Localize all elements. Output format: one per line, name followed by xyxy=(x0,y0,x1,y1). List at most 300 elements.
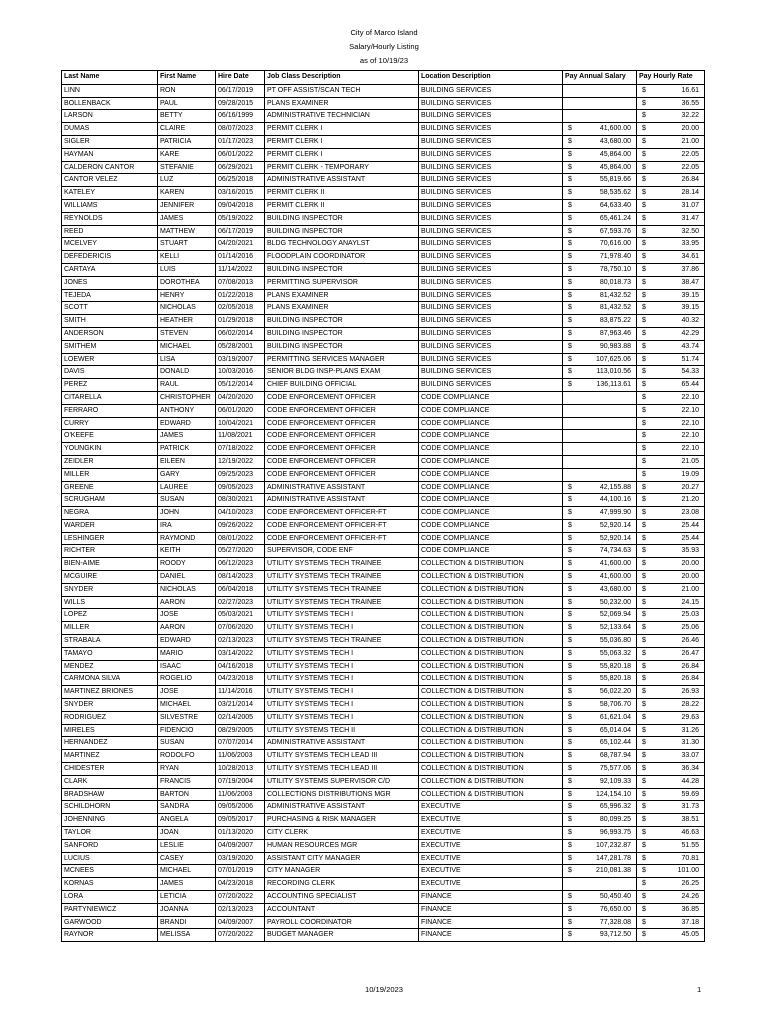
last-name-cell: KATELEY xyxy=(62,187,158,200)
table-row xyxy=(62,315,705,328)
last-name-cell: PEREZ xyxy=(62,379,158,392)
table-row xyxy=(62,174,705,187)
last-name-cell: MENDEZ xyxy=(62,660,158,673)
hire-date-cell: 05/03/2021 xyxy=(216,609,265,622)
report-subtitle: Salary/Hourly Listing xyxy=(349,42,419,51)
annual-salary-cell xyxy=(563,212,637,225)
location-cell: COLLECTION & DISTRIBUTION xyxy=(419,583,563,596)
hire-date-cell: 10/03/2016 xyxy=(216,366,265,379)
hire-date-cell: 07/07/2014 xyxy=(216,737,265,750)
currency-symbol: $ xyxy=(568,726,572,734)
job-class-cell: BUILDING INSPECTOR xyxy=(265,263,419,276)
hourly-rate-cell xyxy=(637,199,705,212)
first-name-cell: MARIO xyxy=(158,647,216,660)
annual-salary-value: 93,712.50 xyxy=(599,931,631,939)
job-class-cell: BUDGET MANAGER xyxy=(265,929,419,942)
last-name-cell: RODRIGUEZ xyxy=(62,711,158,724)
hourly-rate-cell xyxy=(637,443,705,456)
last-name-cell: MARTINEZ xyxy=(62,750,158,763)
annual-salary-value: 107,625.06 xyxy=(595,355,631,363)
last-name-cell: RAYNOR xyxy=(62,929,158,942)
annual-salary-cell xyxy=(563,379,637,392)
currency-symbol: $ xyxy=(568,662,572,670)
hourly-rate-value: 31.47 xyxy=(681,214,699,222)
first-name-cell: ROGELIO xyxy=(158,673,216,686)
currency-symbol: $ xyxy=(568,893,572,900)
location-cell: EXECUTIVE xyxy=(419,814,563,827)
location-cell: BUILDING SERVICES xyxy=(419,97,563,110)
hourly-rate-value: 34.61 xyxy=(681,253,699,261)
annual-salary-cell xyxy=(563,916,637,929)
currency-symbol: $ xyxy=(568,534,572,542)
hourly-rate-cell xyxy=(637,212,705,225)
annual-salary-value: 80,099.25 xyxy=(599,816,631,824)
annual-salary-cell xyxy=(563,391,637,404)
annual-salary-value: 81,432.52 xyxy=(599,304,631,312)
first-name-cell: JAMES xyxy=(158,212,216,225)
location-cell: COLLECTION & DISTRIBUTION xyxy=(419,558,563,571)
table-header-row xyxy=(62,71,705,85)
hire-date-cell: 04/20/2021 xyxy=(216,238,265,251)
currency-symbol: $ xyxy=(568,278,572,286)
currency-symbol: $ xyxy=(642,201,646,209)
location-cell: FINANCE xyxy=(419,916,563,929)
currency-symbol: $ xyxy=(568,496,572,504)
hourly-rate-value: 32.22 xyxy=(681,112,699,120)
location-cell: BUILDING SERVICES xyxy=(419,302,563,315)
table-row xyxy=(62,635,705,648)
annual-salary-cell xyxy=(563,558,637,571)
hourly-rate-value: 46.63 xyxy=(681,829,699,837)
job-class-cell: BUILDING INSPECTOR xyxy=(265,340,419,353)
annual-salary-value: 41,600.00 xyxy=(599,560,631,568)
currency-symbol: $ xyxy=(642,419,646,427)
location-cell: COLLECTION & DISTRIBUTION xyxy=(419,609,563,622)
last-name-cell: LUCIUS xyxy=(62,852,158,865)
hire-date-cell: 06/04/2018 xyxy=(216,583,265,596)
job-class-cell: PURCHASING & RISK MANAGER xyxy=(265,814,419,827)
currency-symbol: $ xyxy=(568,585,572,593)
hourly-rate-cell xyxy=(637,647,705,660)
hire-date-cell: 06/16/1999 xyxy=(216,110,265,123)
currency-symbol: $ xyxy=(642,496,646,504)
hire-date-cell: 07/20/2022 xyxy=(216,929,265,942)
hire-date-cell: 11/14/2022 xyxy=(216,263,265,276)
annual-salary-cell xyxy=(563,891,637,904)
first-name-cell: EILEEN xyxy=(158,455,216,468)
currency-symbol: $ xyxy=(568,637,572,645)
first-name-cell: SANDRA xyxy=(158,801,216,814)
table-row xyxy=(62,417,705,430)
currency-symbol: $ xyxy=(642,457,646,465)
last-name-cell: TAMAYO xyxy=(62,647,158,660)
first-name-cell: KEITH xyxy=(158,545,216,558)
hourly-rate-cell xyxy=(637,123,705,136)
hire-date-cell: 08/30/2021 xyxy=(216,494,265,507)
annual-salary-cell xyxy=(563,519,637,532)
location-cell: FINANCE xyxy=(419,903,563,916)
annual-salary-value: 65,102.44 xyxy=(599,739,631,747)
annual-salary-value: 55,063.32 xyxy=(599,649,631,657)
hourly-rate-value: 44.28 xyxy=(681,777,699,785)
currency-symbol: $ xyxy=(642,99,646,107)
col-header-hourly-rate: Pay Hourly Rate xyxy=(637,71,705,85)
annual-salary-cell xyxy=(563,455,637,468)
currency-symbol: $ xyxy=(642,189,646,197)
hire-date-cell: 06/02/2014 xyxy=(216,327,265,340)
hire-date-cell: 06/17/2019 xyxy=(216,225,265,238)
job-class-cell: ADMINISTRATIVE TECHNICIAN xyxy=(265,110,419,123)
annual-salary-value: 56,022.20 xyxy=(599,688,631,696)
job-class-cell: FLOODPLAIN COORDINATOR xyxy=(265,251,419,264)
job-class-cell: CHIEF BUILDING OFFICIAL xyxy=(265,379,419,392)
currency-symbol: $ xyxy=(642,393,646,401)
first-name-cell: EDWARD xyxy=(158,417,216,430)
job-class-cell: CODE ENFORCEMENT OFFICER xyxy=(265,455,419,468)
location-cell: COLLECTION & DISTRIBUTION xyxy=(419,596,563,609)
hourly-rate-value: 31.26 xyxy=(681,726,699,734)
location-cell: BUILDING SERVICES xyxy=(419,251,563,264)
hire-date-cell: 08/01/2022 xyxy=(216,532,265,545)
hourly-rate-cell xyxy=(637,366,705,379)
table-row xyxy=(62,916,705,929)
table-row xyxy=(62,775,705,788)
job-class-cell: PERMIT CLERK I xyxy=(265,123,419,136)
hourly-rate-cell xyxy=(637,174,705,187)
job-class-cell: SENIOR BLDG INSP-PLANS EXAM xyxy=(265,366,419,379)
table-row xyxy=(62,97,705,110)
annual-salary-cell xyxy=(563,699,637,712)
hourly-rate-cell xyxy=(637,839,705,852)
first-name-cell: KARE xyxy=(158,148,216,161)
annual-salary-cell xyxy=(563,187,637,200)
annual-salary-value: 64,633.40 xyxy=(599,201,631,209)
hire-date-cell: 08/07/2023 xyxy=(216,123,265,136)
currency-symbol: $ xyxy=(568,829,572,837)
hourly-rate-value: 20.27 xyxy=(681,483,699,491)
hourly-rate-value: 37.86 xyxy=(681,265,699,273)
table-row xyxy=(62,289,705,302)
currency-symbol: $ xyxy=(642,675,646,683)
first-name-cell: PATRICIA xyxy=(158,135,216,148)
currency-symbol: $ xyxy=(642,841,646,849)
location-cell: FINANCE xyxy=(419,891,563,904)
currency-symbol: $ xyxy=(568,329,572,337)
last-name-cell: BRADSHAW xyxy=(62,788,158,801)
hourly-rate-value: 26.46 xyxy=(681,637,699,645)
currency-symbol: $ xyxy=(568,905,572,913)
annual-salary-cell xyxy=(563,635,637,648)
hourly-rate-value: 36.34 xyxy=(681,765,699,773)
last-name-cell: CHIDESTER xyxy=(62,763,158,776)
job-class-cell: SUPERVISOR, CODE ENF xyxy=(265,545,419,558)
currency-symbol: $ xyxy=(642,176,646,184)
currency-symbol: $ xyxy=(642,893,646,900)
annual-salary-value: 70,616.00 xyxy=(599,240,631,248)
hire-date-cell: 08/29/2005 xyxy=(216,724,265,737)
currency-symbol: $ xyxy=(642,624,646,632)
first-name-cell: AARON xyxy=(158,622,216,635)
hourly-rate-cell xyxy=(637,455,705,468)
annual-salary-cell xyxy=(563,596,637,609)
currency-symbol: $ xyxy=(642,342,646,350)
table-row xyxy=(62,263,705,276)
table-row xyxy=(62,673,705,686)
location-cell: EXECUTIVE xyxy=(419,839,563,852)
first-name-cell: FIDENCIO xyxy=(158,724,216,737)
hourly-rate-value: 26.84 xyxy=(681,675,699,683)
annual-salary-value: 67,593.76 xyxy=(599,227,631,235)
hire-date-cell: 06/01/2020 xyxy=(216,404,265,417)
hire-date-cell: 04/09/2007 xyxy=(216,916,265,929)
first-name-cell: SILVESTRE xyxy=(158,711,216,724)
hire-date-cell: 04/20/2020 xyxy=(216,391,265,404)
currency-symbol: $ xyxy=(568,201,572,209)
last-name-cell: GREENE xyxy=(62,481,158,494)
location-cell: BUILDING SERVICES xyxy=(419,199,563,212)
hourly-rate-cell xyxy=(637,788,705,801)
last-name-cell: WILLIAMS xyxy=(62,199,158,212)
location-cell: BUILDING SERVICES xyxy=(419,225,563,238)
currency-symbol: $ xyxy=(642,905,646,913)
annual-salary-cell xyxy=(563,289,637,302)
job-class-cell: UTILITY SYSTEMS TECH I xyxy=(265,622,419,635)
last-name-cell: MCELVEY xyxy=(62,238,158,251)
job-class-cell: CODE ENFORCEMENT OFFICER xyxy=(265,404,419,417)
last-name-cell: SNYDER xyxy=(62,699,158,712)
hire-date-cell: 05/19/2022 xyxy=(216,212,265,225)
table-row xyxy=(62,801,705,814)
last-name-cell: SMITH xyxy=(62,315,158,328)
annual-salary-cell xyxy=(563,737,637,750)
annual-salary-value: 55,036.80 xyxy=(599,637,631,645)
annual-salary-value: 47,999.90 xyxy=(599,509,631,517)
hourly-rate-value: 26.93 xyxy=(681,688,699,696)
currency-symbol: $ xyxy=(642,598,646,606)
hourly-rate-cell xyxy=(637,865,705,878)
hourly-rate-cell xyxy=(637,84,705,97)
currency-symbol: $ xyxy=(568,918,572,926)
first-name-cell: CLAIRE xyxy=(158,123,216,136)
hourly-rate-cell xyxy=(637,315,705,328)
page-number: 1 xyxy=(697,985,702,994)
annual-salary-cell xyxy=(563,801,637,814)
table-row xyxy=(62,545,705,558)
currency-symbol: $ xyxy=(642,867,646,875)
report-as-of-date: as of 10/19/23 xyxy=(359,56,409,65)
hire-date-cell: 03/19/2007 xyxy=(216,353,265,366)
annual-salary-cell xyxy=(563,276,637,289)
hourly-rate-value: 25.03 xyxy=(681,611,699,619)
job-class-cell: UTILITY SYSTEMS TECH I xyxy=(265,686,419,699)
hire-date-cell: 09/04/2018 xyxy=(216,199,265,212)
table-row xyxy=(62,366,705,379)
first-name-cell: HENRY xyxy=(158,289,216,302)
location-cell: COLLECTION & DISTRIBUTION xyxy=(419,737,563,750)
table-row xyxy=(62,507,705,520)
currency-symbol: $ xyxy=(568,752,572,760)
table-row xyxy=(62,199,705,212)
location-cell: BUILDING SERVICES xyxy=(419,174,563,187)
hourly-rate-cell xyxy=(637,187,705,200)
hourly-rate-cell xyxy=(637,622,705,635)
last-name-cell: MILLER xyxy=(62,468,158,481)
col-header-hire-date: Hire Date xyxy=(216,71,265,85)
currency-symbol: $ xyxy=(642,112,646,120)
currency-symbol: $ xyxy=(642,573,646,581)
hourly-rate-value: 22.10 xyxy=(681,393,699,401)
annual-salary-value: 50,232.00 xyxy=(599,598,631,606)
first-name-cell: HEATHER xyxy=(158,315,216,328)
last-name-cell: MARTINEZ BRIONES xyxy=(62,686,158,699)
annual-salary-cell xyxy=(563,903,637,916)
hourly-rate-value: 20.00 xyxy=(681,125,699,133)
table-row xyxy=(62,494,705,507)
hourly-rate-cell xyxy=(637,852,705,865)
last-name-cell: REYNOLDS xyxy=(62,212,158,225)
first-name-cell: LISA xyxy=(158,353,216,366)
first-name-cell: DANIEL xyxy=(158,571,216,584)
annual-salary-value: 71,978.40 xyxy=(599,253,631,261)
currency-symbol: $ xyxy=(568,265,572,273)
job-class-cell: UTILITY SYSTEMS TECH I xyxy=(265,609,419,622)
table-row xyxy=(62,878,705,891)
annual-salary-value: 107,232.87 xyxy=(595,841,631,849)
location-cell: COLLECTION & DISTRIBUTION xyxy=(419,750,563,763)
table-row xyxy=(62,225,705,238)
annual-salary-value: 45,864.00 xyxy=(599,163,631,171)
table-row xyxy=(62,123,705,136)
hourly-rate-value: 70.81 xyxy=(681,854,699,862)
salary-table xyxy=(61,70,705,942)
annual-salary-cell xyxy=(563,647,637,660)
annual-salary-cell xyxy=(563,814,637,827)
annual-salary-value: 55,820.18 xyxy=(599,675,631,683)
hourly-rate-cell xyxy=(637,225,705,238)
table-row xyxy=(62,481,705,494)
currency-symbol: $ xyxy=(568,777,572,785)
currency-symbol: $ xyxy=(642,253,646,261)
table-row xyxy=(62,622,705,635)
table-row xyxy=(62,327,705,340)
table-row xyxy=(62,609,705,622)
location-cell: CODE COMPLIANCE xyxy=(419,494,563,507)
job-class-cell: UTILITY SYSTEMS TECH LEAD III xyxy=(265,763,419,776)
table-row xyxy=(62,455,705,468)
annual-salary-cell xyxy=(563,763,637,776)
last-name-cell: TAYLOR xyxy=(62,827,158,840)
hourly-rate-cell xyxy=(637,302,705,315)
hourly-rate-cell xyxy=(637,289,705,302)
table-row xyxy=(62,187,705,200)
currency-symbol: $ xyxy=(642,381,646,389)
job-class-cell: UTILITY SYSTEMS TECH TRAINEE xyxy=(265,558,419,571)
table-row xyxy=(62,161,705,174)
table-row xyxy=(62,558,705,571)
first-name-cell: RODOLFO xyxy=(158,750,216,763)
job-class-cell: PLANS EXAMINER xyxy=(265,302,419,315)
annual-salary-value: 44,100.16 xyxy=(599,496,631,504)
first-name-cell: JENNIFER xyxy=(158,199,216,212)
currency-symbol: $ xyxy=(568,342,572,350)
currency-symbol: $ xyxy=(642,726,646,734)
first-name-cell: SUSAN xyxy=(158,494,216,507)
currency-symbol: $ xyxy=(568,214,572,222)
first-name-cell: RON xyxy=(158,84,216,97)
last-name-cell: JONES xyxy=(62,276,158,289)
hire-date-cell: 05/27/2020 xyxy=(216,545,265,558)
first-name-cell: JOSE xyxy=(158,686,216,699)
first-name-cell: ISAAC xyxy=(158,660,216,673)
hire-date-cell: 09/28/2015 xyxy=(216,97,265,110)
col-header-job-class: Job Class Description xyxy=(265,71,419,85)
location-cell: CODE COMPLIANCE xyxy=(419,545,563,558)
location-cell: BUILDING SERVICES xyxy=(419,327,563,340)
last-name-cell: GARWOOD xyxy=(62,916,158,929)
annual-salary-cell xyxy=(563,135,637,148)
hourly-rate-cell xyxy=(637,430,705,443)
hourly-rate-cell xyxy=(637,699,705,712)
annual-salary-value: 41,600.00 xyxy=(599,573,631,581)
job-class-cell: CODE ENFORCEMENT OFFICER xyxy=(265,443,419,456)
hire-date-cell: 11/08/2021 xyxy=(216,430,265,443)
last-name-cell: CURRY xyxy=(62,417,158,430)
hire-date-cell: 04/09/2007 xyxy=(216,839,265,852)
first-name-cell: STUART xyxy=(158,238,216,251)
table-row xyxy=(62,404,705,417)
location-cell: BUILDING SERVICES xyxy=(419,315,563,328)
hourly-rate-value: 37.18 xyxy=(681,918,699,926)
table-row xyxy=(62,750,705,763)
annual-salary-value: 52,133.64 xyxy=(599,624,631,632)
last-name-cell: NEGRA xyxy=(62,507,158,520)
last-name-cell: MIRELES xyxy=(62,724,158,737)
location-cell: CODE COMPLIANCE xyxy=(419,455,563,468)
annual-salary-cell xyxy=(563,468,637,481)
hourly-rate-value: 21.00 xyxy=(681,137,699,145)
hourly-rate-value: 38.51 xyxy=(681,816,699,824)
annual-salary-cell xyxy=(563,532,637,545)
hourly-rate-cell xyxy=(637,135,705,148)
table-row xyxy=(62,468,705,481)
location-cell: BUILDING SERVICES xyxy=(419,187,563,200)
annual-salary-cell xyxy=(563,583,637,596)
last-name-cell: SIGLER xyxy=(62,135,158,148)
job-class-cell: CODE ENFORCEMENT OFFICER xyxy=(265,417,419,430)
job-class-cell: CODE ENFORCEMENT OFFICER-FT xyxy=(265,532,419,545)
hourly-rate-value: 24.26 xyxy=(681,893,699,900)
currency-symbol: $ xyxy=(568,304,572,312)
annual-salary-cell xyxy=(563,251,637,264)
job-class-cell: ASSISTANT CITY MANAGER xyxy=(265,852,419,865)
currency-symbol: $ xyxy=(568,624,572,632)
first-name-cell: MICHAEL xyxy=(158,699,216,712)
location-cell: COLLECTION & DISTRIBUTION xyxy=(419,711,563,724)
currency-symbol: $ xyxy=(568,560,572,568)
job-class-cell: CODE ENFORCEMENT OFFICER xyxy=(265,391,419,404)
job-class-cell: ADMINISTRATIVE ASSISTANT xyxy=(265,737,419,750)
hourly-rate-value: 42.29 xyxy=(681,329,699,337)
hire-date-cell: 01/22/2018 xyxy=(216,289,265,302)
last-name-cell: SANFORD xyxy=(62,839,158,852)
job-class-cell: UTILITY SYSTEMS TECH I xyxy=(265,660,419,673)
last-name-cell: LOEWER xyxy=(62,353,158,366)
job-class-cell: ADMINISTRATIVE ASSISTANT xyxy=(265,174,419,187)
hourly-rate-cell xyxy=(637,532,705,545)
hourly-rate-value: 20.00 xyxy=(681,560,699,568)
hourly-rate-value: 51.55 xyxy=(681,841,699,849)
location-cell: EXECUTIVE xyxy=(419,801,563,814)
